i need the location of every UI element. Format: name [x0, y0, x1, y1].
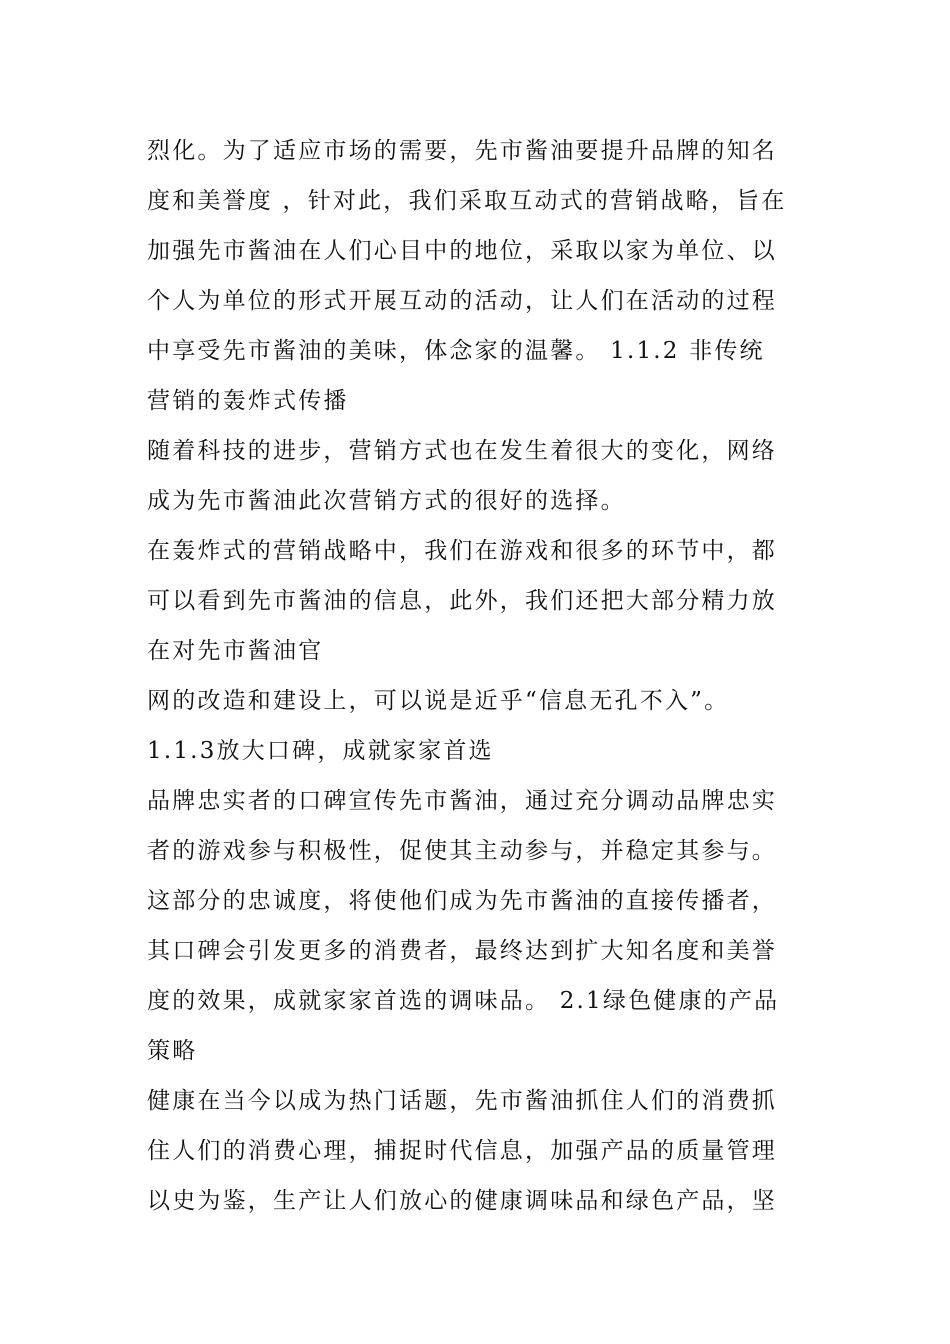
text-line: 中享受先市酱油的美味，体念家的温馨。 1.1.2 非传统 [147, 338, 765, 364]
text-line: 加强先市酱油在人们心目中的地位，采取以家为单位、以 [147, 238, 777, 264]
text-line: 可以看到先市酱油的信息，此外，我们还把大部分精力放 [147, 588, 777, 614]
section-heading-line: 1.1.3放大口碑，成就家家首选 [147, 738, 494, 764]
section-heading-line: 策略 [147, 1038, 198, 1064]
text-line: 其口碑会引发更多的消费者，最终达到扩大知名度和美誉 [147, 938, 777, 964]
text-line: 以史为鉴，生产让人们放心的健康调味品和绿色产品，坚 [147, 1188, 777, 1214]
text-line: 健康在当今以成为热门话题，先市酱油抓住人们的消费抓 [147, 1088, 777, 1114]
text-line: 品牌忠实者的口碑宣传先市酱油，通过充分调动品牌忠实 [147, 788, 777, 814]
document-body [147, 126, 812, 1226]
text-line: 成为先市酱油此次营销方式的很好的选择。 [147, 488, 626, 514]
text-line: 在对先市酱油官 [147, 638, 324, 664]
text-line: 住人们的消费心理，捕捉时代信息，加强产品的质量管理 [147, 1138, 777, 1164]
section-heading-line: 营销的轰炸式传播 [147, 388, 349, 414]
text-line: 个人为单位的形式开展互动的活动，让人们在活动的过程 [147, 288, 777, 314]
text-line: 这部分的忠诚度，将使他们成为先市酱油的直接传播者， [147, 888, 777, 914]
text-line: 在轰炸式的营销战略中，我们在游戏和很多的环节中，都 [147, 538, 777, 564]
text-line: 者的游戏参与积极性，促使其主动参与，并稳定其参与。 [147, 838, 777, 864]
text-line: 网的改造和建设上，可以说是近乎“信息无孔不入”。 [147, 688, 730, 714]
text-line: 度的效果，成就家家首选的调味品。 2.1绿色健康的产品 [147, 988, 780, 1014]
text-line: 烈化。为了适应市场的需要，先市酱油要提升品牌的知名 [147, 138, 777, 164]
text-line: 度和美誉度 ，针对此，我们采取互动式的营销战略，旨在 [147, 188, 787, 214]
text-line: 随着科技的进步，营销方式也在发生着很大的变化，网络 [147, 438, 777, 464]
